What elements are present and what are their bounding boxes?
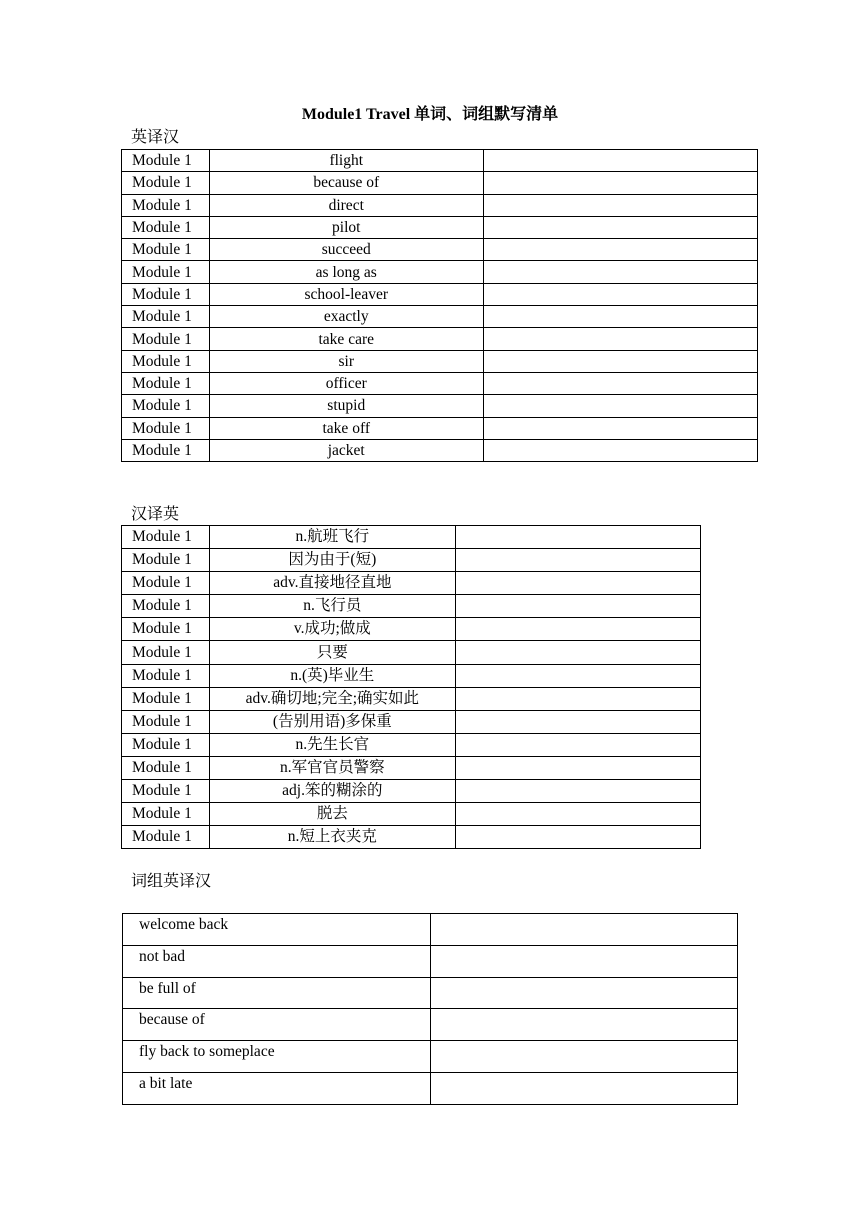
- table-row: [122, 710, 701, 733]
- word-cell: jacket: [209, 439, 483, 461]
- module-cell: Module 1: [122, 803, 210, 826]
- table-row: [122, 756, 701, 779]
- page-title: Module1 Travel 单词、词组默写清单: [301, 106, 559, 123]
- word-cell: (告别用语)多保重: [209, 710, 455, 733]
- table-row: [122, 595, 701, 618]
- section-label-cn-en: 汉译英: [131, 506, 180, 523]
- table-row: [122, 172, 758, 194]
- table-row: [123, 1009, 738, 1041]
- answer-cell: [455, 572, 700, 595]
- answer-cell: [455, 826, 700, 849]
- section-label-en-cn: 英译汉: [131, 129, 180, 146]
- table-row: [122, 664, 701, 687]
- table-row: [122, 261, 758, 283]
- answer-cell: [455, 641, 700, 664]
- table-row: [122, 439, 758, 461]
- table-row: [123, 977, 738, 1009]
- module-cell: Module 1: [122, 239, 210, 261]
- phrase-cell: fly back to someplace: [123, 1041, 431, 1073]
- module-cell: Module 1: [122, 216, 210, 238]
- answer-cell: [455, 664, 700, 687]
- phrase-cell: welcome back: [123, 914, 431, 946]
- word-cell: exactly: [209, 306, 483, 328]
- word-cell: officer: [209, 372, 483, 394]
- answer-cell: [430, 1041, 737, 1073]
- answer-cell: [483, 172, 757, 194]
- word-cell: 因为由于(短): [209, 549, 455, 572]
- word-cell: take off: [209, 417, 483, 439]
- word-cell: stupid: [209, 395, 483, 417]
- answer-cell: [430, 914, 737, 946]
- module-cell: Module 1: [122, 150, 210, 172]
- table-row: [123, 1041, 738, 1073]
- word-cell: take care: [209, 328, 483, 350]
- table-row: [122, 194, 758, 216]
- word-cell: n.航班飞行: [209, 526, 455, 549]
- answer-cell: [455, 710, 700, 733]
- table-row: [122, 328, 758, 350]
- answer-cell: [455, 756, 700, 779]
- phrase-cell: because of: [123, 1009, 431, 1041]
- table-row: [122, 395, 758, 417]
- module-cell: Module 1: [122, 641, 210, 664]
- word-cell: n.飞行员: [209, 595, 455, 618]
- module-cell: Module 1: [122, 710, 210, 733]
- word-cell: as long as: [209, 261, 483, 283]
- table-row: [123, 945, 738, 977]
- module-cell: Module 1: [122, 306, 210, 328]
- word-cell: 只要: [209, 641, 455, 664]
- word-cell: pilot: [209, 216, 483, 238]
- table-row: [122, 641, 701, 664]
- word-cell: n.短上衣夹克: [209, 826, 455, 849]
- module-cell: Module 1: [122, 328, 210, 350]
- module-cell: Module 1: [122, 618, 210, 641]
- answer-cell: [483, 239, 757, 261]
- module-cell: Module 1: [122, 549, 210, 572]
- phrase-cell: be full of: [123, 977, 431, 1009]
- module-cell: Module 1: [122, 261, 210, 283]
- module-cell: Module 1: [122, 283, 210, 305]
- table-row: [122, 733, 701, 756]
- table-row: [122, 803, 701, 826]
- word-cell: v.成功;做成: [209, 618, 455, 641]
- phrase-cell: a bit late: [123, 1072, 431, 1104]
- answer-cell: [483, 328, 757, 350]
- answer-cell: [455, 549, 700, 572]
- module-cell: Module 1: [122, 350, 210, 372]
- answer-cell: [483, 216, 757, 238]
- table-row: [122, 526, 701, 549]
- answer-cell: [455, 687, 700, 710]
- word-cell: succeed: [209, 239, 483, 261]
- answer-cell: [483, 194, 757, 216]
- answer-cell: [430, 977, 737, 1009]
- module-cell: Module 1: [122, 826, 210, 849]
- module-cell: Module 1: [122, 417, 210, 439]
- vocab-table-en-cn: [121, 149, 758, 462]
- table-row: [122, 780, 701, 803]
- module-cell: Module 1: [122, 172, 210, 194]
- table-row: [122, 618, 701, 641]
- module-cell: Module 1: [122, 194, 210, 216]
- answer-cell: [455, 803, 700, 826]
- table-row: [122, 216, 758, 238]
- answer-cell: [455, 526, 700, 549]
- answer-cell: [483, 350, 757, 372]
- table-row: [122, 239, 758, 261]
- module-cell: Module 1: [122, 733, 210, 756]
- word-cell: direct: [209, 194, 483, 216]
- section-label-phrases: 词组英译汉: [131, 873, 212, 890]
- word-cell: school-leaver: [209, 283, 483, 305]
- phrase-cell: not bad: [123, 945, 431, 977]
- module-cell: Module 1: [122, 664, 210, 687]
- word-cell: flight: [209, 150, 483, 172]
- module-cell: Module 1: [122, 756, 210, 779]
- module-cell: Module 1: [122, 395, 210, 417]
- word-cell: n.先生长官: [209, 733, 455, 756]
- table-row: [122, 306, 758, 328]
- word-cell: n.军官官员警察: [209, 756, 455, 779]
- module-cell: Module 1: [122, 572, 210, 595]
- table-row: [122, 283, 758, 305]
- module-cell: Module 1: [122, 526, 210, 549]
- table-row: [122, 687, 701, 710]
- table-row: [123, 1072, 738, 1104]
- table-row: [122, 372, 758, 394]
- vocab-table-cn-en: [121, 525, 701, 849]
- word-cell: n.(英)毕业生: [209, 664, 455, 687]
- phrase-table: [122, 913, 738, 1105]
- module-cell: Module 1: [122, 372, 210, 394]
- word-cell: 脱去: [209, 803, 455, 826]
- table-row: [122, 826, 701, 849]
- module-cell: Module 1: [122, 780, 210, 803]
- word-cell: adj.笨的糊涂的: [209, 780, 455, 803]
- answer-cell: [483, 439, 757, 461]
- table-row: [122, 350, 758, 372]
- answer-cell: [455, 733, 700, 756]
- table-row: [122, 150, 758, 172]
- module-cell: Module 1: [122, 687, 210, 710]
- word-cell: because of: [209, 172, 483, 194]
- table-row: [122, 572, 701, 595]
- answer-cell: [430, 945, 737, 977]
- answer-cell: [483, 261, 757, 283]
- module-cell: Module 1: [122, 439, 210, 461]
- table-row: [122, 549, 701, 572]
- answer-cell: [483, 372, 757, 394]
- answer-cell: [483, 283, 757, 305]
- answer-cell: [455, 595, 700, 618]
- table-row: [122, 417, 758, 439]
- answer-cell: [483, 395, 757, 417]
- table-row: [123, 914, 738, 946]
- answer-cell: [483, 417, 757, 439]
- word-cell: adv.确切地;完全;确实如此: [209, 687, 455, 710]
- answer-cell: [430, 1072, 737, 1104]
- word-cell: sir: [209, 350, 483, 372]
- answer-cell: [455, 780, 700, 803]
- answer-cell: [430, 1009, 737, 1041]
- module-cell: Module 1: [122, 595, 210, 618]
- answer-cell: [455, 618, 700, 641]
- answer-cell: [483, 306, 757, 328]
- answer-cell: [483, 150, 757, 172]
- word-cell: adv.直接地径直地: [209, 572, 455, 595]
